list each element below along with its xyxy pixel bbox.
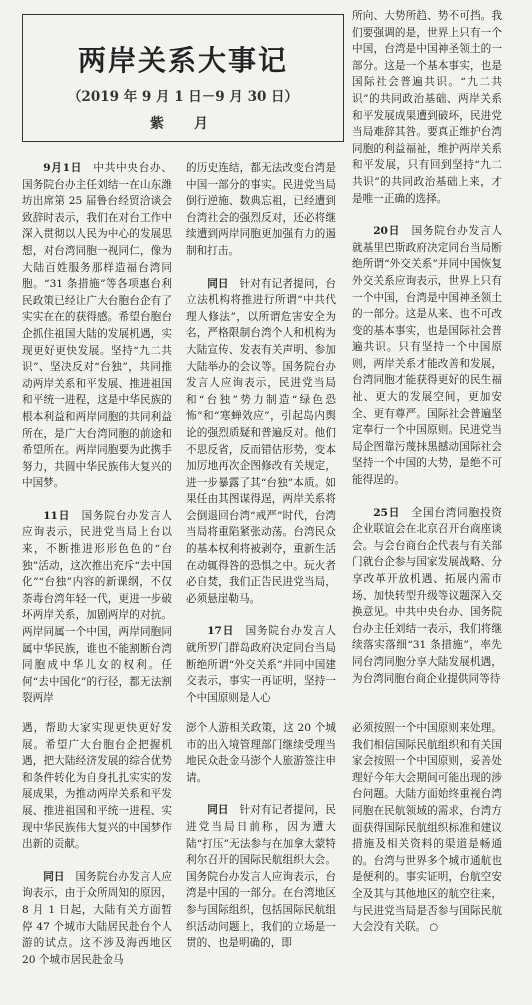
entry-text: 针对有记者提问，台立法机构将推进行所谓“中共代理人修法”，以所谓危害安全为名，严格限制台湾个人和机构为大陆宣传、发表有关声明、参加大陆举办的会议等。国务院台办发言人应询表示，民进党当局和“台独”势力制造“绿色恐怖”和“寒蝉效应”，引起岛内舆论的强烈质疑和普遍反对。他们不思反省，反而错估形势，变本加厉地再次企图修改有关规定，进一步暴露了其“台独”本质。如果任由其图谋得逞，两岸关系将会倒退回台湾“戒严”时代，台湾当局将重陷紧张动荡。台湾民众的基本权利将被剥夺，重新生活在动辄得咎的恐惧之中。玩火者必自焚，我们正告民进党当局，必须悬崖勒马。 — [186, 277, 336, 605]
end-mark: ○ — [426, 922, 439, 934]
entry-date: 11日 — [43, 509, 71, 522]
column-1-top — [22, 160, 172, 720]
entry-paragraph — [352, 223, 502, 489]
entry-date: 同日 — [43, 870, 65, 883]
author: 紫 月 — [150, 116, 216, 132]
entry-text: 全国台湾同胞投资企业联谊会在北京召开台商座谈会。与会台商台企代表与有关部门就台企参与国家发展战略、分享改革开放机遇、拓展内需市场、加快转型升级等议题深入交换意见。中共中央台办、国务院台办主任刘结一表示，我们将继续落实落细“31 条措施”，率先同台湾同胞分享大陆发展机遇，为台湾同胞台商企业提供同等待 — [352, 506, 502, 685]
entry-text: 遇，帮助大家实现更快更好发展。希望广大台胞台企把握机遇，把大陆经济发展的综合优势和条件转化为自身扎扎实实的发展成果，为推动两岸关系和平发展、推进祖国和平统一进程、实现中华民族伟大复兴的中国梦作出新的贡献。 — [22, 722, 172, 851]
entry-text: 国务院台办发言人应询表示，民进党当局上台以来，不断推进形形色色的“台独”活动，这次推出充斥“去中国化”“台独”内容的新课纲，不仅荼毒台湾年轻一代，更进一步破坏两岸关系，加剧两岸的对抗。两岸同属一个中国，两岸同胞同属中华民族，谁也不能割断台湾同胞成中华儿女的权利。任何“去中国化”的行径，都无法割裂两岸 — [22, 509, 172, 705]
entry-date: 25日 — [373, 506, 401, 519]
column-2-top — [186, 160, 336, 720]
date-range: （2019 年 9 月 1 日－9 月 30 日） — [67, 89, 299, 105]
title-box — [22, 14, 344, 142]
entry-text: 国务院台办发言人就基里巴斯政府决定同台当局断绝所谓“外交关系”并同中国恢复外交关系应询表示，世界上只有一个中国，台湾是中国神圣领土的一部分。这是从来、也不可改变的基本事实，也是国际社会普遍共识。只有坚持一个中国原则，两岸关系才能改善和发展，台湾同胞才能获得更好的民生福祉、更大的发展空间，更加安全、更有尊严。国际社会普遍坚定奉行一个中国原则。民进党当局企图靠污蔑抹黑撼动国际社会坚持一个中国的大势，是绝不可能得逞的。 — [352, 225, 502, 487]
entry-text: 中共中央台办、国务院台办主任刘结一在山东潍坊出席第 25 届鲁台经贸洽谈会致辞时表示，我们在对台工作中深入贯彻以人民为中心的发展思想，对台湾同胞一视同仁，像为大陆百姓服务那样造福台湾同胞。“31 条措施”等各项惠台利民政策已经让广大台胞台企有了实实在在的获得感。希望台胞台企抓住祖国大陆的发展机遇，实现更好更快发展。坚持“九二共识”、坚决反对“台独”，共同推动两岸关系和平发展、推进祖国和平统一进程，这是中华民族的根本利益和两岸同胞的共同利益所在，是广大台湾同胞的前途和希望所在。两岸同胞要为此携手努力，共圆中华民族伟大复兴的中国梦。 — [22, 162, 172, 490]
entry-paragraph — [22, 869, 172, 969]
entry-paragraph — [22, 720, 172, 853]
entry-text: 国务院台办发言人就所罗门群岛政府决定同台当局断绝所谓“外交关系”并同中国建交表示，事实一再证明，坚持一个中国原则是人心 — [186, 625, 336, 704]
entry-text: 国务院台办发言人应询表示，由于众所周知的原因，8 月 1 日起，大陆有关方面暂停 47 个城市大陆居民赴台个人游的试点。这不涉及海西地区 20 个城市居民赴金马 — [22, 870, 172, 966]
entry-paragraph — [186, 276, 336, 608]
column-1-bottom — [22, 720, 172, 1000]
entry-date: 同日 — [207, 277, 229, 290]
entry-text: 澎个人游相关政策，这 20 个城市的出入境管理部门继续受理当地民众赴金马澎个人旅游签注申请。 — [186, 722, 336, 784]
entry-text: 必须按照一个中国原则来处理。我们相信国际民航组织和有关国家会按照一个中国原则，妥善处理好今年大会期间可能出现的涉台问题。大陆方面始终重视台湾同胞在民航领域的需求，台湾方面获得国际民航组织标准和建议措施及相关资料的渠道是畅通的。台湾与世界多个城市通航也是便利的。事实证明，台航空安全及其与其他地区的航空往来，与民进党当局是否参与国际民航大会没有关联。 — [352, 722, 502, 934]
column-3-bottom — [352, 720, 502, 1000]
entry-paragraph — [186, 802, 336, 951]
entry-paragraph — [352, 505, 502, 688]
column-2-bottom — [186, 720, 336, 1000]
entry-date: 同日 — [207, 804, 229, 817]
entry-paragraph — [22, 508, 172, 707]
entry-date: 9月1日 — [43, 162, 83, 174]
entry-paragraph — [186, 160, 336, 260]
entry-paragraph — [186, 720, 336, 786]
entry-date: 20日 — [373, 225, 401, 238]
entry-paragraph — [352, 720, 502, 937]
entry-paragraph — [22, 160, 172, 492]
article-title: 两岸关系大事记 — [77, 44, 288, 77]
entry-paragraph — [352, 8, 502, 207]
entry-paragraph — [186, 623, 336, 706]
entry-date: 17日 — [207, 625, 235, 638]
entry-text: 的历史连结，都无法改变台湾是中国一部分的事实。民进党当局倒行逆施、数典忘祖，已经遭到台湾社会的强烈反对，还必将继续遭到两岸同胞更加强有力的遏制和打击。 — [186, 162, 336, 257]
entry-text: 所向、大势所趋、势不可挡。我们要强调的是，世界上只有一个中国，台湾是中国神圣领土的一部分。这是一个基本事实，也是国际社会普遍共识。“九二共识”的共同政治基础、两岸关系和平发展成果遭到破坏，民进党当局难辞其咎。要真正维护台湾同胞的利益福祉，维护两岸关系和平发展，只有回到坚持“九二共识”的共同政治基础上来，才是唯一正确的选择。 — [352, 10, 502, 205]
entry-text: 针对有记者提问，民进党当局日前称，因为遭大陆“打压”无法参与在加拿大蒙特利尔召开的国际民航组织大会。国务院台办发言人应询表示，台湾是中国的一部分。在台湾地区参与国际组织，包括国际民航组织活动问题上，我们的立场是一贯的、也是明确的，即 — [186, 804, 336, 950]
column-3-top — [352, 8, 502, 720]
